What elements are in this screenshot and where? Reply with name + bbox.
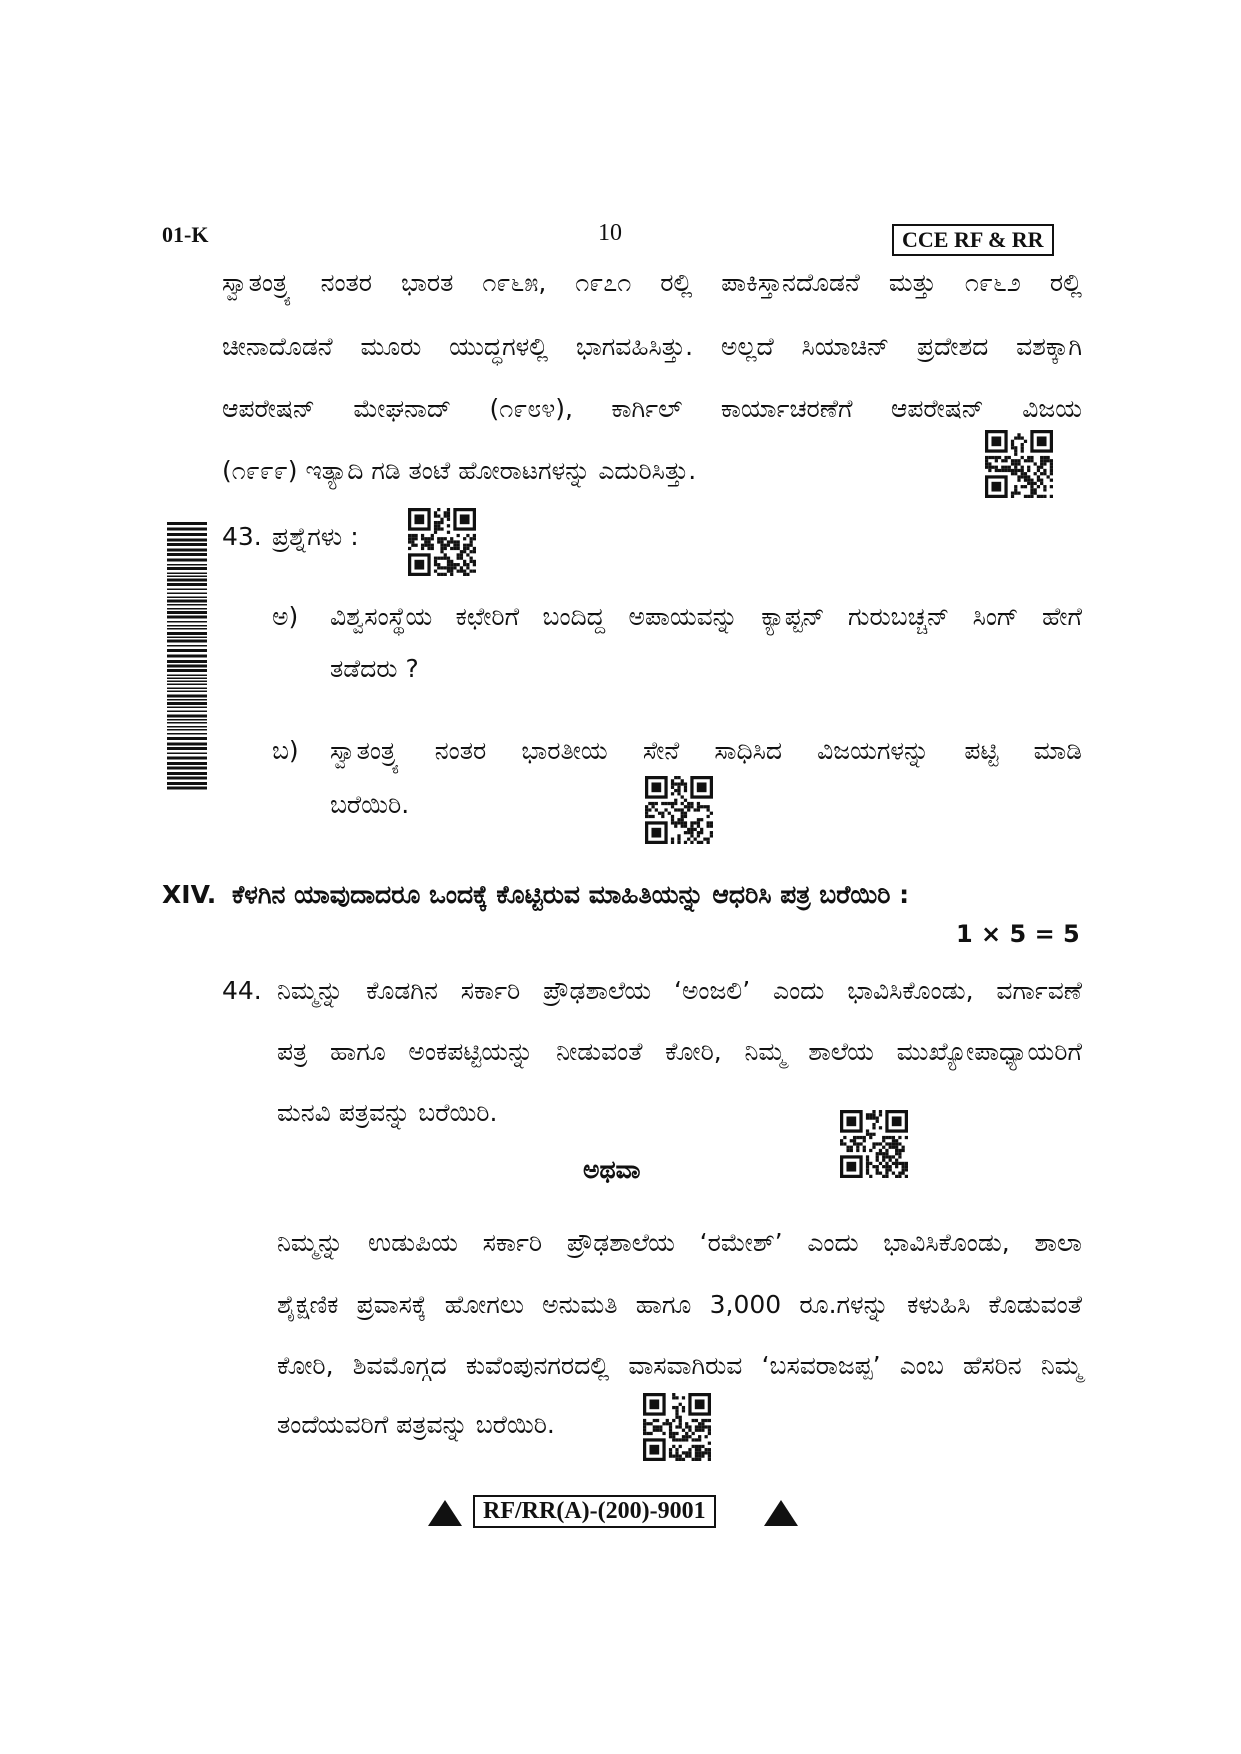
question-44-alt-line-1: ನಿಮ್ಮನ್ನು ಉಡುಪಿಯ ಸರ್ಕಾರಿ ಪ್ರೌಢಶಾಲೆಯ ‘ರಮೇಶ್’ ಎಂದು ಭಾವಿಸಿಕೊಂಡು, ಶಾಲಾ: [277, 1228, 1082, 1257]
question-43b-line-1: ಸ್ವಾತಂತ್ರ್ಯ ನಂತರ ಭಾರತೀಯ ಸೇನೆ ಸಾಧಿಸಿದ ವಿಜಯಗಳನ್ನು ಪಟ್ಟಿ ಮಾಡಿ: [330, 736, 1082, 765]
page-number: 10: [598, 220, 622, 246]
section-marks: 1 × 5 = 5: [956, 920, 1080, 948]
qr-code-icon: [645, 776, 713, 844]
question-43a-marker: ಅ): [272, 602, 299, 631]
question-43-number: 43.: [222, 522, 262, 551]
question-43b-marker: ಬ): [272, 736, 299, 765]
question-43a-line-1: ವಿಶ್ವಸಂಸ್ಥೆಯ ಕಛೇರಿಗೆ ಬಂದಿದ್ದ ಅಪಾಯವನ್ನು ಕ್ಯಾಪ್ಟನ್ ಗುರುಬಚ್ಚನ್ ಸಿಂಗ್ ಹೇಗೆ: [330, 602, 1082, 631]
question-44-number: 44.: [222, 976, 262, 1005]
barcode-icon: [167, 522, 207, 792]
qr-code-icon: [840, 1110, 908, 1178]
triangle-marker-icon: [764, 1500, 798, 1526]
passage-line-3: ಆಪರೇಷನ್ ಮೇಘನಾದ್ (೧೯೮೪), ಕಾರ್ಗಿಲ್ ಕಾರ್ಯಾಚರಣೆಗೆ ಆಪರೇಷನ್ ವಿಜಯ: [222, 394, 1082, 423]
question-44-line-2: ಪತ್ರ ಹಾಗೂ ಅಂಕಪಟ್ಟಿಯನ್ನು ನೀಡುವಂತೆ ಕೋರಿ, ನಿಮ್ಮ ಶಾಲೆಯ ಮುಖ್ಯೋಪಾಧ್ಯಾಯರಿಗೆ: [277, 1037, 1082, 1066]
qr-code-icon: [643, 1393, 711, 1461]
section-numeral: XIV.: [162, 880, 217, 909]
question-43a-line-2: ತಡೆದರು ?: [330, 654, 419, 683]
qr-code-icon: [985, 430, 1053, 498]
question-43b-line-2: ಬರೆಯಿರಿ.: [330, 790, 410, 819]
exam-tag: CCE RF & RR: [892, 224, 1054, 256]
section-instruction: ಕೆಳಗಿನ ಯಾವುದಾದರೂ ಒಂದಕ್ಕೆ ಕೊಟ್ಟಿರುವ ಮಾಹಿತಿಯನ್ನು ಆಧರಿಸಿ ಪತ್ರ ಬರೆಯಿರಿ :: [232, 880, 910, 909]
passage-line-4: (೧೯೯೯) ಇತ್ಯಾದಿ ಗಡಿ ತಂಟೆ ಹೋರಾಟಗಳನ್ನು ಎದುರಿಸಿತ್ತು.: [222, 456, 697, 485]
qr-code-icon: [408, 508, 476, 576]
or-separator: ಅಥವಾ: [583, 1155, 641, 1184]
footer-code: RF/RR(A)-(200)-9001: [473, 1495, 716, 1528]
passage-line-2: ಚೀನಾದೊಡನೆ ಮೂರು ಯುದ್ಧಗಳಲ್ಲಿ ಭಾಗವಹಿಸಿತ್ತು. ಅಲ್ಲದೆ ಸಿಯಾಚಿನ್ ಪ್ರದೇಶದ ವಶಕ್ಕಾಗಿ: [222, 332, 1082, 361]
passage-line-1: ಸ್ವಾತಂತ್ರ್ಯ ನಂತರ ಭಾರತ ೧೯೬೫, ೧೯೭೧ ರಲ್ಲಿ ಪಾಕಿಸ್ತಾನದೊಡನೆ ಮತ್ತು ೧೯೬೨ ರಲ್ಲಿ: [222, 268, 1082, 297]
triangle-marker-icon: [428, 1500, 462, 1526]
question-44-line-3: ಮನವಿ ಪತ್ರವನ್ನು ಬರೆಯಿರಿ.: [277, 1098, 498, 1127]
question-44-alt-line-4: ತಂದೆಯವರಿಗೆ ಪತ್ರವನ್ನು ಬರೆಯಿರಿ.: [277, 1410, 555, 1439]
paper-code: 01-K: [162, 222, 209, 247]
question-43-label: ಪ್ರಶ್ನೆಗಳು :: [272, 522, 359, 551]
question-44-alt-line-2: ಶೈಕ್ಷಣಿಕ ಪ್ರವಾಸಕ್ಕೆ ಹೋಗಲು ಅನುಮತಿ ಹಾಗೂ 3,000 ರೂ.ಗಳನ್ನು ಕಳುಹಿಸಿ ಕೊಡುವಂತೆ: [277, 1290, 1082, 1319]
question-44-alt-line-3: ಕೋರಿ, ಶಿವಮೊಗ್ಗದ ಕುವೆಂಪುನಗರದಲ್ಲಿ ವಾಸವಾಗಿರುವ ‘ಬಸವರಾಜಪ್ಪ’ ಎಂಬ ಹೆಸರಿನ ನಿಮ್ಮ: [277, 1351, 1082, 1380]
question-44-line-1: ನಿಮ್ಮನ್ನು ಕೊಡಗಿನ ಸರ್ಕಾರಿ ಪ್ರೌಢಶಾಲೆಯ ‘ಅಂಜಲಿ’ ಎಂದು ಭಾವಿಸಿಕೊಂಡು, ವರ್ಗಾವಣೆ: [277, 976, 1082, 1005]
